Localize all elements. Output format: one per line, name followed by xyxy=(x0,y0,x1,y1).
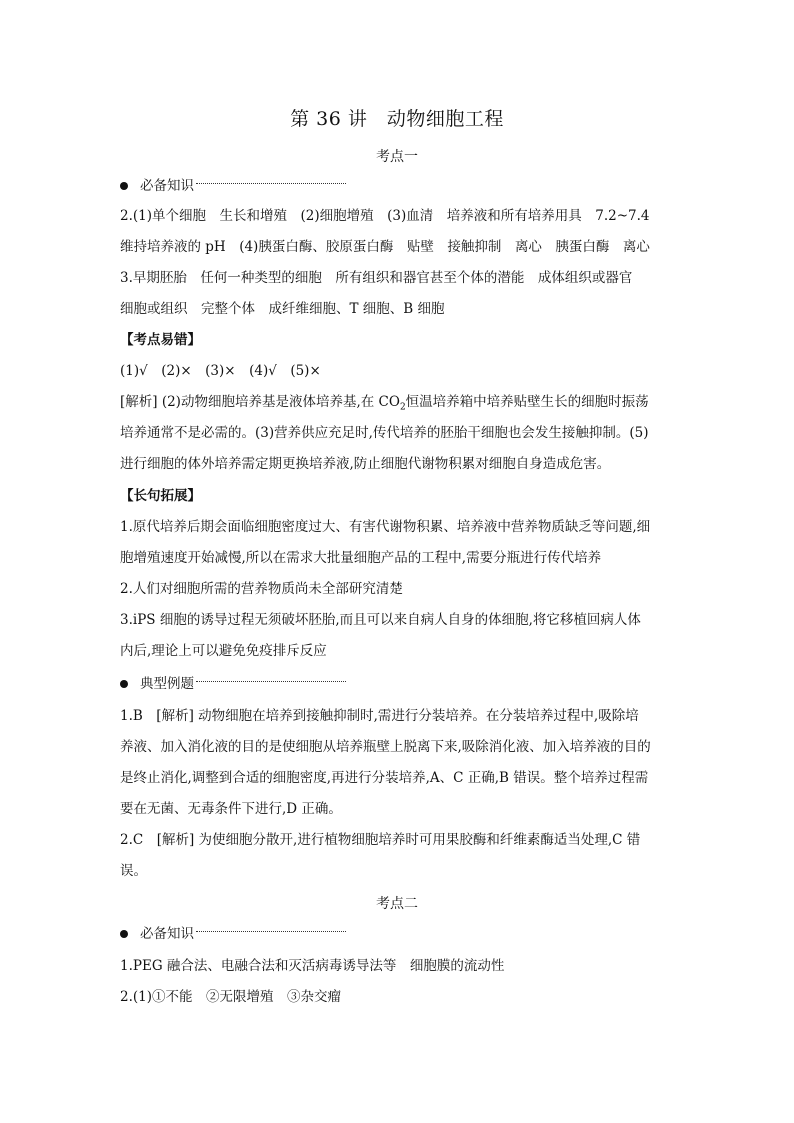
answers-line: (1)√ (2)× (3)× (4)√ (5)× xyxy=(120,363,321,379)
text-line: 胞增殖速度开始减慢,所以在需求大批量细胞产品的工程中,需要分瓶进行传代培养 xyxy=(120,550,602,566)
text-line: 细胞或组织 完整个体 成纤维细胞、T 细胞、B 细胞 xyxy=(120,301,445,317)
section-label-bibei-2 xyxy=(120,924,346,944)
text-line: 培养通常不是必需的。(3)营养供应充足时,传代培养的胚胎干细胞也会发生接触抑制。(5) xyxy=(120,425,649,441)
section-label-text: 必备知识 xyxy=(140,926,194,942)
text-line: 2.C [解析] 为使细胞分散开,进行植物细胞培养时可用果胶酶和纤维素酶适当处理,C 错 xyxy=(120,832,641,848)
text-line: 1.B [解析] 动物细胞在培养到接触抑制时,需进行分装培养。在分装培养过程中,吸除培 xyxy=(120,708,639,724)
section-heading-kaodian2: 考点二 xyxy=(376,896,418,912)
text-line: 3.早期胚胎 任何一种类型的细胞 所有组织和器官甚至个体的潜能 成体组织或器官 xyxy=(120,270,633,286)
text-line-jiexi: [解析] (2)动物细胞培养基是液体培养基,在 $CO_2$恒温培养箱中培养贴壁生长的细胞时振荡 xyxy=(120,394,649,413)
bullet-icon xyxy=(120,930,128,938)
text-line: 内后,理论上可以避免免疫排斥反应 xyxy=(120,643,327,659)
text-line: 2.人们对细胞所需的营养物质尚未全部研究清楚 xyxy=(120,581,403,597)
text-line: 进行细胞的体外培养需定期更换培养液,防止细胞代谢物积累对细胞自身造成危害。 xyxy=(120,456,611,472)
subheading-yicuo: 【考点易错】 xyxy=(120,332,201,348)
text-line: 2.(1)①不能 ②无限增殖 ③杂交瘤 xyxy=(120,989,342,1005)
section-label-bibei-1 xyxy=(120,176,346,196)
text-line: 要在无菌、无毒条件下进行,D 正确。 xyxy=(120,801,342,817)
text-line: 养液、加入消化液的目的是使细胞从培养瓶壁上脱离下来,吸除消化液、加入培养液的目的 xyxy=(120,739,651,755)
bullet-icon xyxy=(120,182,128,190)
dotted-leader xyxy=(196,681,346,682)
text-line: 1.原代培养后期会面临细胞密度过大、有害代谢物积累、培养液中营养物质缺乏等问题,细 xyxy=(120,519,651,535)
text-line: 1.PEG 融合法、电融合法和灭活病毒诱导法等 细胞膜的流动性 xyxy=(120,958,505,974)
page-title: 第 36 讲 动物细胞工程 xyxy=(290,108,504,130)
bullet-icon xyxy=(120,680,128,688)
subheading-changju: 【长句拓展】 xyxy=(120,488,201,504)
dotted-leader xyxy=(196,183,346,184)
text-line: 维持培养液的 pH (4)胰蛋白酶、胶原蛋白酶 贴壁 接触抑制 离心 胰蛋白酶 离心 xyxy=(120,239,650,255)
text-line: 误。 xyxy=(120,863,147,879)
section-label-liti xyxy=(120,674,346,694)
section-heading-kaodian1: 考点一 xyxy=(376,149,418,165)
section-label-text: 必备知识 xyxy=(140,178,194,194)
text-line: 3.iPS 细胞的诱导过程无须破坏胚胎,而且可以来自病人自身的体细胞,将它移植回病人体 xyxy=(120,612,641,628)
text-line: 是终止消化,调整到合适的细胞密度,再进行分装培养,A、C 正确,B 错误。整个培养过程需 xyxy=(120,770,649,786)
text-line: 2.(1)单个细胞 生长和增殖 (2)细胞增殖 (3)血清 培养液和所有培养用具 7.2~7.4 xyxy=(120,208,650,224)
dotted-leader xyxy=(196,931,346,932)
section-label-text: 典型例题 xyxy=(140,676,194,692)
